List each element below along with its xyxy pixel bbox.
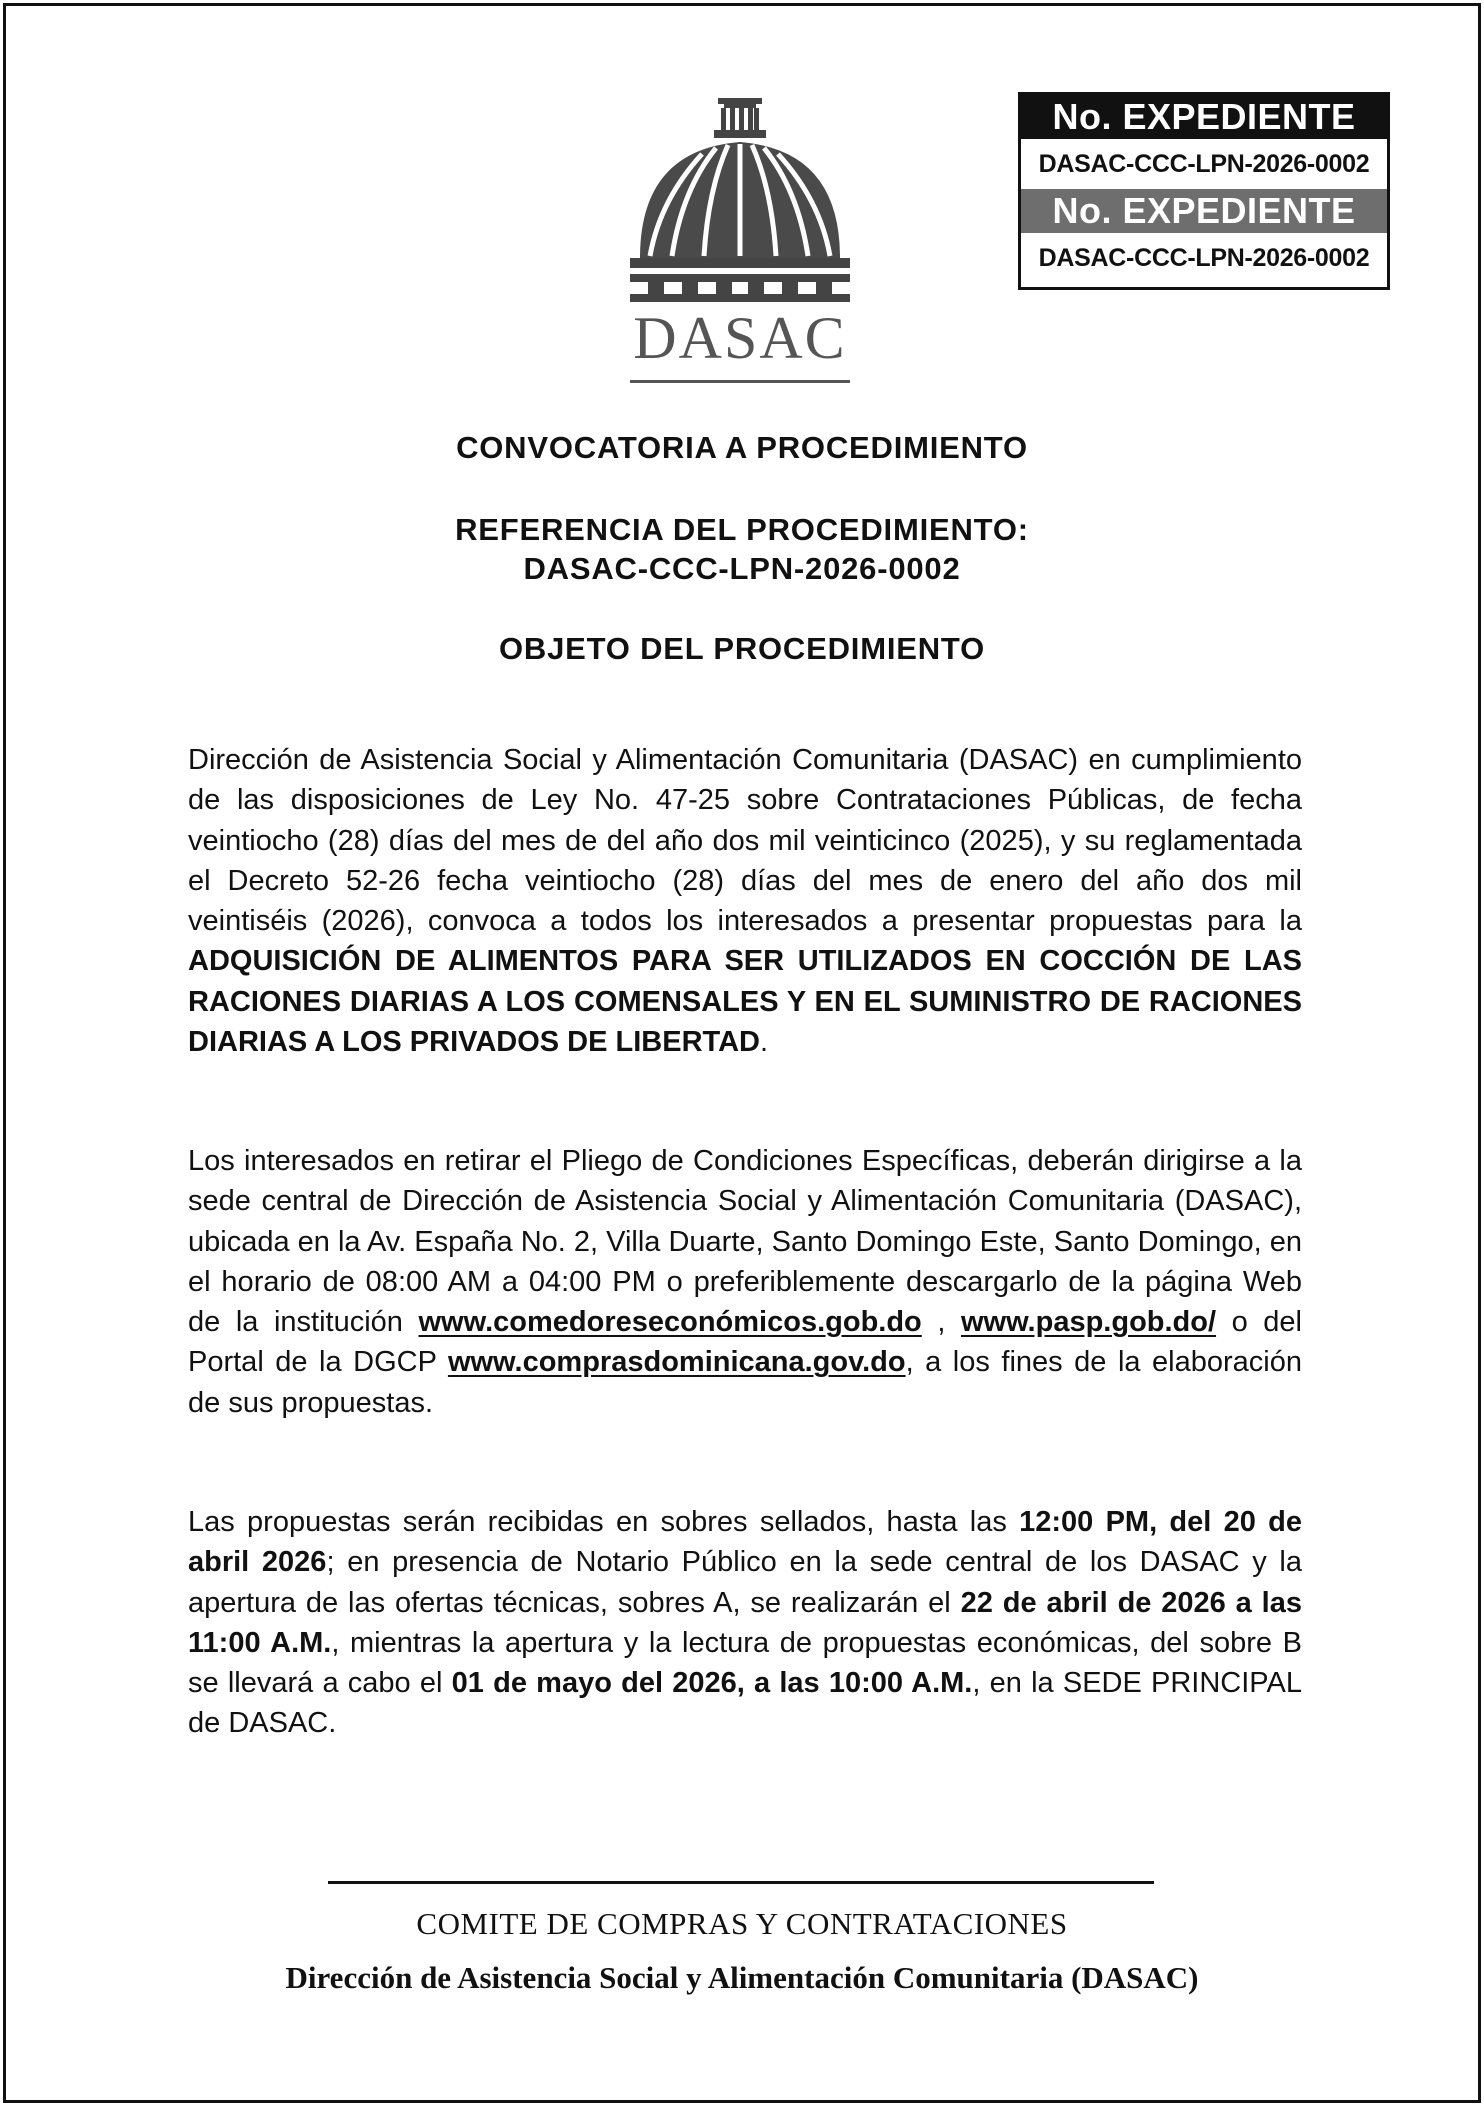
paragraph-objeto <box>188 740 1302 1062</box>
p3-b1: 12:00 PM, del 20 de abril 2026 <box>188 1506 1302 1579</box>
p1-bold-object: ADQUISICIÓN DE ALIMENTOS PARA SER UTILIZADOS EN COCCIÓN DE LAS RACIONES DIARIAS A LOS COMENSALES Y EN EL SUMINISTRO DE RACIONES DIARIAS A LOS PRIVADOS DE LIBERTAD <box>188 945 1302 1059</box>
p3-t4: , en la SEDE PRINCIPAL de DASAC. <box>188 1667 1302 1740</box>
referencia-label: REFERENCIA DEL PROCEDIMIENTO: <box>455 512 1029 547</box>
referencia-value: DASAC-CCC-LPN-2026-0002 <box>523 551 961 586</box>
dasac-logo <box>620 90 860 390</box>
p3-b2: 22 de abril de 2026 a las 11:00 A.M. <box>188 1586 1302 1659</box>
p1-end: . <box>759 1026 769 1059</box>
committee-name: COMITE DE COMPRAS Y CONTRATACIONES <box>416 1906 1068 1941</box>
paragraph-fechas <box>188 1502 1302 1744</box>
expediente-label: No. EXPEDIENTE <box>1021 95 1387 139</box>
convocatoria-title: CONVOCATORIA A PROCEDIMIENTO <box>456 430 1028 465</box>
p3-t1: Las propuestas serán recibidas en sobres sellados, hasta las <box>188 1506 1020 1538</box>
expediente-box <box>1018 92 1390 290</box>
institution-name: Dirección de Asistencia Social y Alimentación Comunitaria (DASAC) <box>285 1960 1199 1995</box>
p2-text2: o del Portal de la DGCP <box>188 1306 1302 1379</box>
p1-text: Dirección de Asistencia Social y Alimentación Comunitaria (DASAC) en cumplimiento de las disposiciones de Ley No. 47-25 sobre Contrataciones Públicas, de fecha veintiocho (28) días del mes de del año dos mil veinticinco (2025), y su reglamentada el Decreto 52-26 fecha veintiocho (28) días del mes de enero del año dos mil veintiséis (2026), convoca a todos los interesados a presentar propuestas para la <box>188 744 1302 938</box>
signature-line <box>328 1881 1154 1884</box>
p3-t3: , mientras la apertura y la lectura de propuestas económicas, del sobre B se llevará a cabo el <box>188 1626 1302 1700</box>
link-compras[interactable]: www.comprasdominicana.gov.do <box>447 1346 906 1379</box>
objeto-title: OBJETO DEL PROCEDIMIENTO <box>498 631 985 666</box>
link-pasp[interactable]: www.pasp.gob.do/ <box>960 1306 1217 1339</box>
expediente-label-2: No. EXPEDIENTE <box>1021 189 1387 233</box>
expediente-number: DASAC-CCC-LPN-2026-0002 <box>1038 150 1370 178</box>
logo-text: DASAC <box>633 305 847 371</box>
expediente-number-2: DASAC-CCC-LPN-2026-0002 <box>1038 244 1370 272</box>
p2-text1: Los interesados en retirar el Pliego de Condiciones Específicas, deberán dirigirse a la sede central de Dirección de Asistencia Social y Alimentación Comunitaria (DASAC), ubicada en la Av. España No. 2, Villa Duarte, Santo Domingo Este, Santo Domingo, en el horario de 08:00 AM a 04:00 PM o preferiblemente descargarlo de la página Web de la institución <box>188 1145 1302 1339</box>
dome-icon <box>620 90 860 390</box>
link-comedores[interactable]: www.comedoreseconómicos.gob.do <box>418 1306 922 1339</box>
paragraph-pliego <box>188 1141 1302 1423</box>
p2-sep: , <box>921 1306 961 1339</box>
p3-t2: ; en presencia de Notario Público en la sede central de los DASAC y la apertura de las ofertas técnicas, sobres A, se realizarán el <box>188 1546 1302 1619</box>
p3-b3: 01 de mayo del 2026, a las 10:00 A.M. <box>451 1667 973 1700</box>
p2-text3: , a los fines de la elaboración de sus propuestas. <box>188 1346 1302 1419</box>
